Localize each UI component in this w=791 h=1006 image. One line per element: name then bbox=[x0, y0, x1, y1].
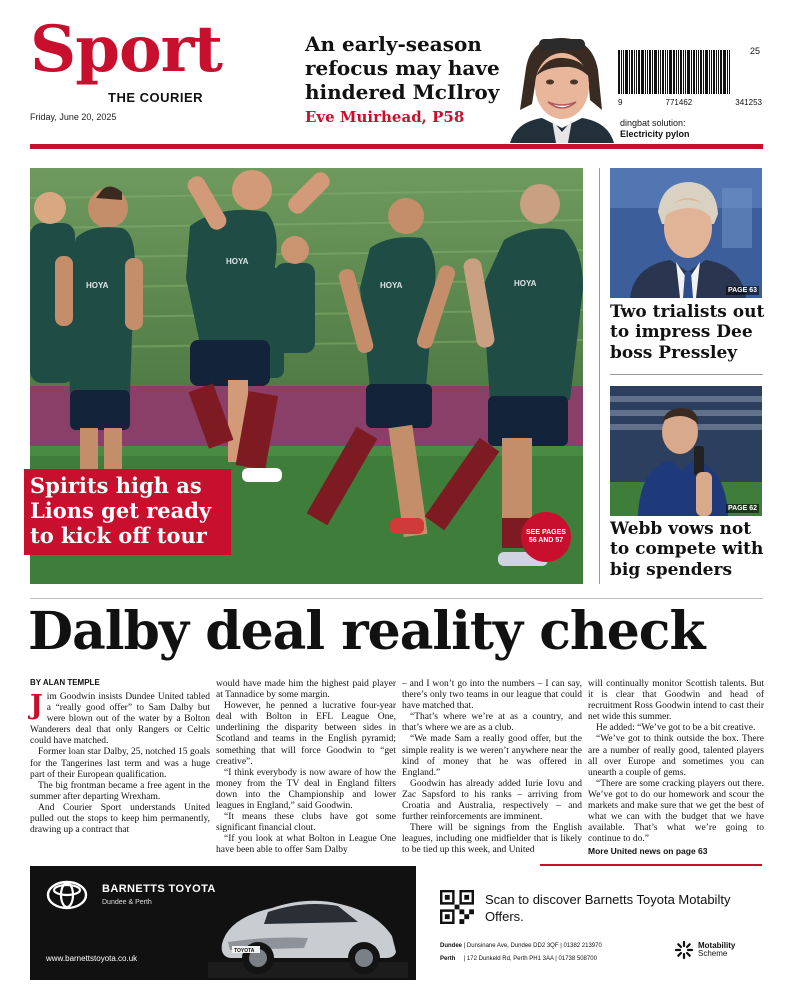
address-dundee-street: Dunsinane Ave, Dundee DD2 3QF bbox=[466, 943, 559, 949]
side-story-2-photo[interactable] bbox=[610, 386, 762, 516]
advert-addresses bbox=[440, 940, 602, 966]
advert-toyota-panel[interactable] bbox=[30, 866, 416, 980]
issue-number: 25 bbox=[749, 46, 760, 56]
story-paragraph: “We’ve got to think outside the box. There are a number of really good, talented players all over Europe and sometimes you can unearth a couple of gems. bbox=[588, 734, 764, 778]
barcode-number-mid: 771462 bbox=[665, 98, 693, 107]
address-perth-label: Perth bbox=[440, 956, 456, 962]
side-column-rule bbox=[599, 168, 600, 584]
barcode-bar bbox=[703, 50, 704, 94]
shirt-sponsor-left: HOYA bbox=[86, 281, 109, 290]
barcode-bar bbox=[645, 50, 646, 94]
barcode-bar bbox=[687, 50, 690, 94]
side-story-2-page: PAGE 62 bbox=[727, 505, 757, 512]
dingbat-solution bbox=[620, 118, 690, 141]
shirt-sponsor-jumping: HOYA bbox=[226, 257, 249, 266]
main-photo-caption[interactable]: Spirits high as Lions get ready to kick off tour bbox=[24, 469, 231, 555]
barcode-bar bbox=[638, 50, 640, 94]
story-paragraph: “That’s where we’re at as a country, and that’s where we are as a club. bbox=[402, 712, 582, 734]
barcode-bar bbox=[631, 50, 633, 94]
advert-location: Dundee & Perth bbox=[102, 899, 152, 906]
story-paragraph: Former loan star Dalby, 25, notched 15 goals for the Tangerines last term and was a huge part of their European qualification. bbox=[30, 747, 210, 780]
advert-brand: BARNETTS TOYOTA bbox=[102, 883, 216, 895]
barcode-bar bbox=[618, 50, 620, 94]
advert-offer-panel[interactable] bbox=[416, 866, 763, 980]
barcode-bar bbox=[711, 50, 712, 94]
qr-code-icon[interactable] bbox=[440, 890, 474, 924]
address-dundee-phone: 01382 213970 bbox=[563, 943, 602, 949]
barcode-number-left: 9 bbox=[618, 98, 623, 107]
barcode-bar bbox=[660, 50, 661, 94]
story-paragraph: “I think everybody is now aware of how the money from the TV deal in England filters down into the Championship and lower leagues in England,” said Goodwin. bbox=[216, 767, 396, 812]
barcode-number-right: 341253 bbox=[735, 98, 762, 107]
barcode-bar bbox=[691, 50, 692, 94]
story-column-4 bbox=[588, 679, 764, 858]
toyota-logo-icon bbox=[46, 880, 88, 910]
barcode-bar bbox=[665, 50, 666, 94]
barcode-bar bbox=[723, 50, 726, 94]
barcode-bar bbox=[705, 50, 708, 94]
side-story-1-page: PAGE 63 bbox=[727, 287, 757, 294]
address-perth-street: 172 Dunkeld Rd, Perth PH1 3AA bbox=[466, 956, 554, 962]
address-perth: Perth | 172 Dunkeld Rd, Perth PH1 3AA | 01738 508700 bbox=[440, 953, 602, 966]
story-paragraph: And Courier Sport understands United pulled out the stops to keep him permanently, drawing up a contract that bbox=[30, 802, 210, 836]
barcode-bars bbox=[618, 50, 762, 94]
motability-line-2: Scheme bbox=[698, 949, 728, 958]
barcode-bar bbox=[729, 50, 730, 94]
story-paragraph: would have made him the highest paid player at Tannadice by some margin. bbox=[216, 679, 396, 701]
barcode-bar bbox=[621, 50, 622, 94]
barcode-bar bbox=[698, 50, 699, 94]
barcode-bar bbox=[673, 50, 675, 94]
story-paragraph: “It means these clubs have got some significant financial clout. bbox=[216, 812, 396, 834]
main-headline[interactable]: Dalby deal reality check bbox=[28, 601, 705, 662]
story-paragraph: He added: “We’ve got to be a bit creative. bbox=[596, 723, 756, 734]
advert-website[interactable]: www.barnettstoyota.co.uk bbox=[46, 954, 138, 963]
story-paragraph bbox=[30, 692, 210, 747]
story-paragraph: will continually monitor Scottish talents. But it is clear that Goodwin and head of recruitment Ross Goodwin intend to cast their net wide this summer. bbox=[588, 679, 764, 723]
story-top-rule bbox=[30, 598, 763, 599]
barcode-bar bbox=[662, 50, 664, 94]
dateline: Friday, June 20, 2025 bbox=[30, 112, 117, 122]
barcode-bar bbox=[649, 50, 651, 94]
side-story-2-headline[interactable]: Webb vows not to compete with big spenders bbox=[610, 519, 764, 580]
story-paragraph: “We made Sam a really good offer, but the simple reality is we weren’t anywhere near the kind of money that he was offered in England.” bbox=[402, 734, 582, 778]
story-paragraph: “There are some cracking players out there. We’ve got to do our homework and scour the markets and make sure that we get the best of what we can with the budget that we have available. That’s what we’re going to continue to do.” bbox=[588, 778, 764, 845]
side-story-separator bbox=[610, 374, 763, 375]
barcode-bar bbox=[700, 50, 702, 94]
teaser-reference[interactable]: Eve Muirhead, P58 bbox=[305, 108, 465, 126]
drop-cap: J bbox=[30, 690, 43, 721]
story-paragraph: There will be signings from the English leagues, including one midfielder that is likely to be tied up this week, and United bbox=[402, 823, 582, 856]
story-column-3 bbox=[402, 679, 582, 857]
story-column-1 bbox=[30, 692, 210, 836]
barcode-bar bbox=[720, 50, 722, 94]
story-paragraph: Goodwin has already added Iurie Iovu and Zac Sapsford to his ranks – arriving from Croatia and Australia, respectively – and further reinforcements are imminent. bbox=[402, 778, 582, 823]
barcode-bar bbox=[625, 50, 628, 94]
more-news-link[interactable]: More United news on page 63 bbox=[588, 846, 708, 857]
address-dundee: Dundee | Dunsinane Ave, Dundee DD2 3QF | 01382 213970 bbox=[440, 940, 602, 953]
barcode-bar bbox=[623, 50, 624, 94]
masthead bbox=[0, 0, 791, 150]
story-paragraph: However, he penned a lucrative four-year deal with Bolton in EFL League One, underlining the disparity between sides in Scotland and teams in the English pyramid; something that will force Goodwin to “get creative”. bbox=[216, 701, 396, 767]
teaser-portrait bbox=[506, 30, 616, 143]
barcode-bar bbox=[629, 50, 630, 94]
dingbat-answer: Electricity pylon bbox=[620, 129, 690, 140]
see-pages-badge[interactable]: SEE PAGES 56 AND 57 bbox=[521, 512, 571, 562]
advert-scan-text: Scan to discover Barnetts Toyota Motabilty Offers. bbox=[485, 892, 731, 924]
shirt-sponsor-right: HOYA bbox=[514, 279, 537, 288]
barcode-bar bbox=[709, 50, 710, 94]
motability-sunburst-icon bbox=[674, 940, 694, 960]
barcode-bar bbox=[641, 50, 644, 94]
barcode-bar bbox=[685, 50, 686, 94]
story-paragraph: “If you look at what Bolton in League One have been able to offer Sam Dalby bbox=[216, 834, 396, 856]
logo-sport: Sport bbox=[30, 12, 222, 87]
motability-line-1: Motability bbox=[698, 941, 736, 950]
barcode-number bbox=[618, 98, 762, 107]
barcode-bar bbox=[647, 50, 648, 94]
barcode-bar bbox=[634, 50, 635, 94]
masthead-rule bbox=[30, 144, 763, 149]
barcode bbox=[618, 48, 762, 114]
story-column-2 bbox=[216, 679, 396, 857]
teaser-headline[interactable]: An early-season refocus may have hindered McIlroy bbox=[305, 32, 500, 104]
dingbat-label: dingbat solution: bbox=[620, 118, 686, 128]
barcode-bar bbox=[636, 50, 637, 94]
car-plate: TOYOTA bbox=[234, 948, 255, 954]
byline: BY ALAN TEMPLE bbox=[30, 678, 100, 687]
barcode-bar bbox=[716, 50, 717, 94]
barcode-bar bbox=[713, 50, 715, 94]
barcode-bar bbox=[683, 50, 684, 94]
shirt-sponsor-middle: HOYA bbox=[380, 281, 403, 290]
address-dundee-label: Dundee bbox=[440, 943, 463, 949]
motability-text bbox=[698, 942, 735, 958]
barcode-bar bbox=[693, 50, 695, 94]
barcode-bar bbox=[696, 50, 697, 94]
barcode-bar bbox=[658, 50, 659, 94]
barcode-bar bbox=[680, 50, 682, 94]
barcode-bar bbox=[654, 50, 657, 94]
logo-publication: THE COURIER bbox=[108, 90, 204, 105]
side-story-1-photo[interactable] bbox=[610, 168, 762, 298]
address-perth-phone: 01738 508700 bbox=[558, 956, 597, 962]
barcode-bar bbox=[676, 50, 677, 94]
story-paragraph: The big frontman became a free agent in the summer after departing Wrexham. bbox=[30, 780, 210, 802]
barcode-bar bbox=[678, 50, 679, 94]
barcode-bar bbox=[669, 50, 672, 94]
car-image bbox=[208, 878, 408, 978]
barcode-bar bbox=[718, 50, 719, 94]
side-story-1-headline[interactable]: Two trialists out to impress Dee boss Pressley bbox=[610, 302, 765, 363]
story-paragraph: – and I won’t go into the numbers – I can say, there’s only two teams in our league that could have matched that. bbox=[402, 679, 582, 712]
story-paragraph-text: im Goodwin insists Dundee United tabled a “really good offer” to Sam Dalby but were blown out of the water by a Bolton Wanderers deal that only Rangers or Celtic could have matched. bbox=[30, 692, 210, 747]
motability-logo bbox=[674, 940, 735, 960]
barcode-bar bbox=[727, 50, 728, 94]
barcode-bar bbox=[667, 50, 668, 94]
barcode-bar bbox=[652, 50, 653, 94]
